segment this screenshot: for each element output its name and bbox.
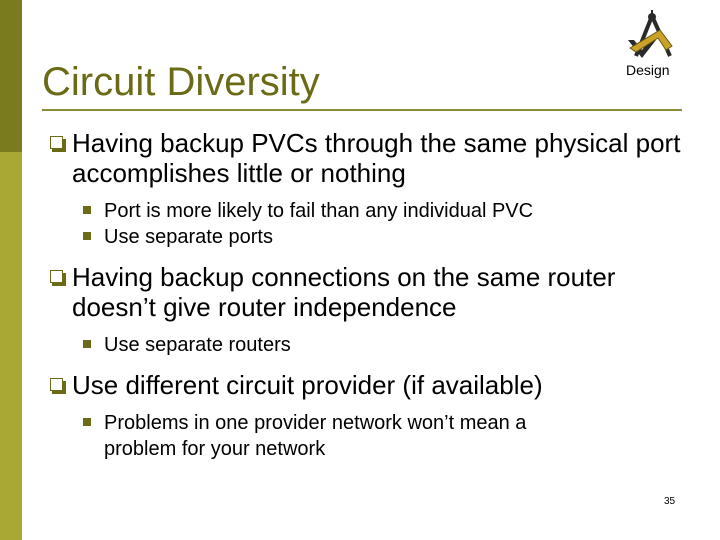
sub-bullet [50,332,690,358]
page-number: 35 [664,496,676,507]
bullet-3 [50,370,690,400]
sub-bullet [50,224,690,250]
bullet-text: Use different circuit provider (if available) [72,370,543,400]
sub-bullet-text: Use separate ports [104,226,273,248]
bullet-marker [50,378,63,391]
bullet-1 [50,128,690,188]
slide-title: Circuit Diversity [42,60,320,104]
sub-bullet [50,198,690,224]
sub-bullet-text: Port is more likely to fail than any individual PVC [104,200,534,222]
bullet-text: Having backup PVCs through the same physical port accomplishes little or nothing [72,128,681,188]
compass-square-icon [622,10,682,66]
sub-bullet-text: Use separate routers [104,334,291,356]
sub-bullet-text: Problems in one provider network won’t mean a problem for your network [104,412,527,460]
sub-bullet-marker [83,232,91,240]
sub-bullet-marker [83,340,91,348]
bullet-marker [50,270,63,283]
bullet-text: Having backup connections on the same router doesn’t give router independence [72,262,616,322]
design-badge-label: Design [626,62,670,78]
sub-bullet-marker [83,206,91,214]
bullet-marker [50,136,63,149]
bullet-2 [50,262,690,322]
sub-bullet-marker [83,418,91,426]
slide-body [50,128,690,462]
title-divider [42,109,682,111]
sub-bullet [50,410,690,462]
left-accent-bar-top [0,0,22,152]
left-accent-bar-bottom [0,152,22,540]
